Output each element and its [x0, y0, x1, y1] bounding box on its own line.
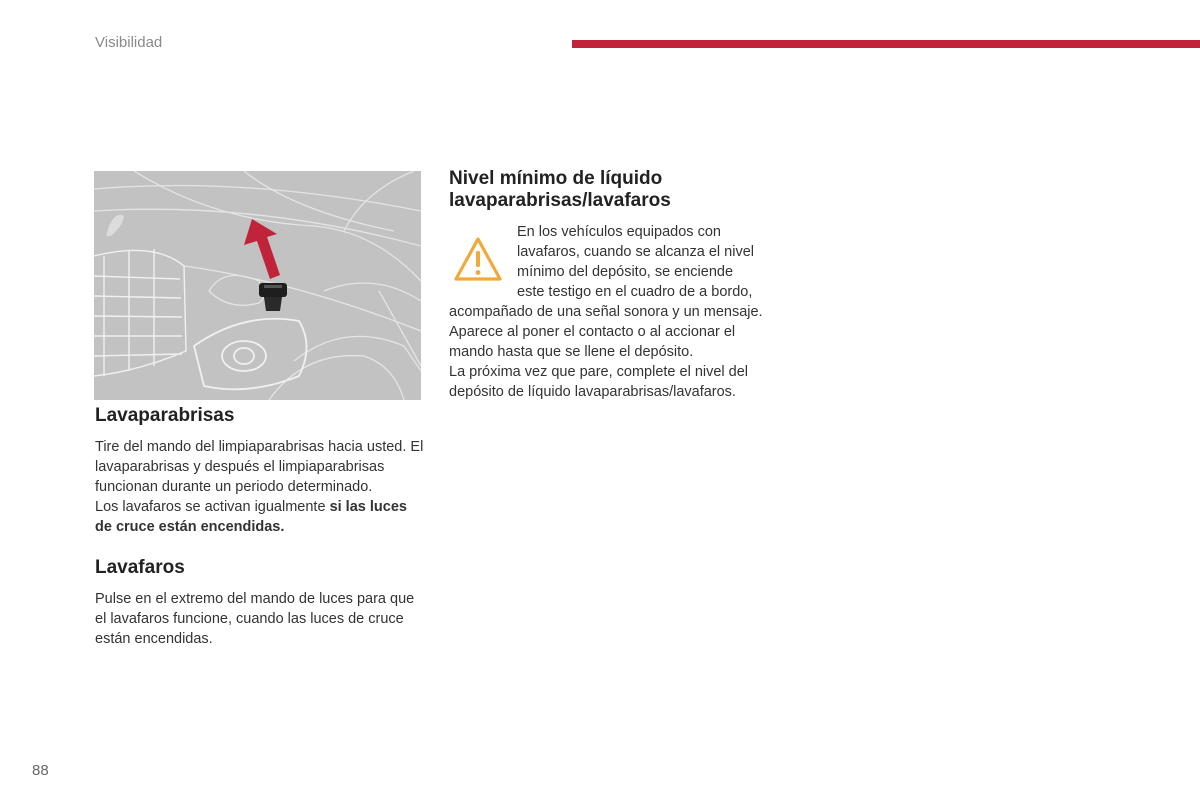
left-column [95, 405, 425, 649]
washer-note [95, 497, 425, 537]
car-hood-illustration [94, 171, 421, 400]
page-number: 88 [32, 762, 49, 779]
section-label: Visibilidad [95, 34, 163, 51]
washer-note-text: Los lavafaros se activan igualmente [95, 499, 330, 515]
header-accent-bar [572, 40, 1200, 48]
fluid-level-title-line1: Nivel mínimo de líquido [449, 168, 663, 189]
warning-line-8: La próxima vez que pare, complete el nivel del [449, 364, 749, 380]
headlamp-washer-paragraph: Pulse en el extremo del mando de luces para que el lavafaros funcione, cuando las luces de cruce están encendidas. [95, 591, 415, 647]
warning-line-6: Aparece al poner el contacto o al accionar el [449, 324, 736, 340]
warning-line-9: depósito de líquido lavaparabrisas/lavafaros. [449, 384, 736, 400]
warning-block [449, 222, 789, 402]
warning-line-5: acompañado de una señal sonora y un mensaje. [449, 304, 763, 320]
warning-line-1: En los vehículos equipados con [517, 224, 721, 240]
fluid-level-title [449, 168, 789, 212]
warning-line-4: este testigo en el cuadro de a bordo, [517, 284, 753, 300]
warning-line-7: mando hasta que se llene el depósito. [449, 344, 694, 360]
right-column [449, 168, 789, 402]
warning-line-3: mínimo del depósito, se enciende [517, 264, 734, 280]
washer-note-bold: si las luces de cruce están encendidas. [95, 499, 407, 535]
fluid-level-title-line2: lavaparabrisas/lavafaros [449, 190, 671, 211]
warning-line-2: lavafaros, cuando se alcanza el nivel [517, 244, 754, 260]
headlamp-washer-title: Lavafaros [95, 557, 185, 578]
washer-title: Lavaparabrisas [95, 405, 235, 426]
warning-triangle-icon [453, 236, 503, 282]
washer-paragraph: Tire del mando del limpiaparabrisas hacia usted. El lavaparabrisas y después el limpiaparabrisas funcionan durante un periodo determinado. [95, 439, 424, 495]
